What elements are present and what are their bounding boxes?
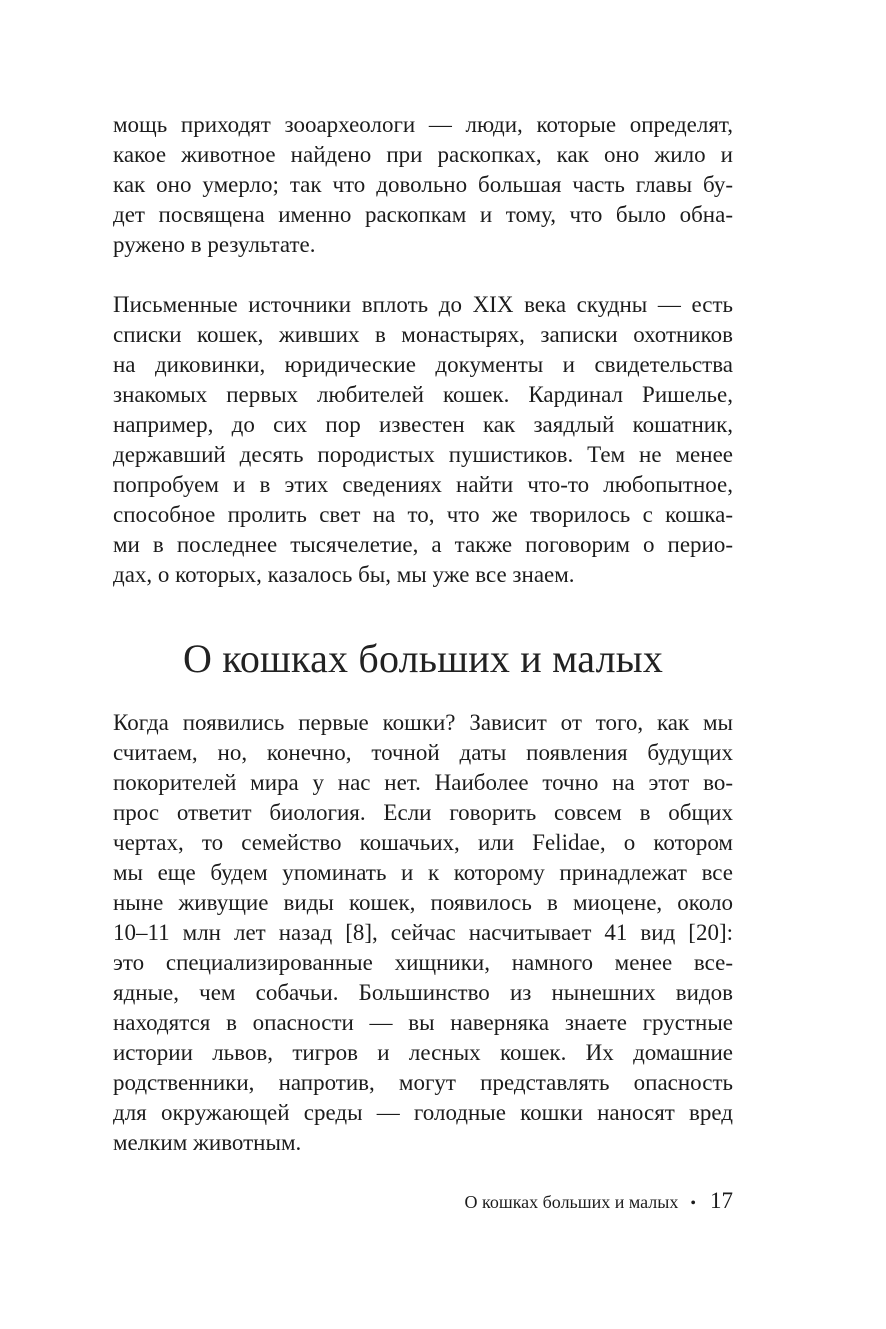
- text-line: ныне живущие виды кошек, появилось в миоцене, около: [113, 890, 733, 915]
- text-line: родственники, напротив, могут представлять опасность: [113, 1070, 733, 1095]
- text-line: считаем, но, конечно, точной даты появления будущих: [113, 740, 733, 765]
- text-line: знакомых первых любителей кошек. Кардинал Ришелье,: [113, 382, 733, 407]
- text-line: чертах, то семейство кошачьих, или Felidae, о котором: [113, 830, 733, 855]
- text-line: державший десять породистых пушистиков. Тем не менее: [113, 442, 733, 467]
- text-line: мощь приходят зооархеологи — люди, которые определят,: [113, 112, 733, 137]
- text-line: мы еще будем упоминать и к которому принадлежат все: [113, 860, 733, 885]
- text-line: находятся в опасности — вы наверняка знаете грустные: [113, 1010, 733, 1035]
- text-line: дет посвящена именно раскопкам и тому, что было обна-: [113, 202, 733, 227]
- text-line: это специализированные хищники, намного менее все-: [113, 950, 733, 975]
- bullet-separator: •: [690, 1195, 696, 1212]
- text-line: дах, о которых, казалось бы, мы уже все знаем.: [113, 562, 575, 587]
- text-line: мелким животным.: [113, 1130, 302, 1155]
- section-heading: О кошках больших и малых: [182, 636, 664, 681]
- text-line: ми в последнее тысячелетие, а также поговорим о перио-: [113, 532, 733, 557]
- text-line: списки кошек, живших в монастырях, записки охотников: [113, 322, 733, 347]
- text-line: покорителей мира у нас нет. Наиболее точно на этот во-: [113, 770, 733, 795]
- text-line: какое животное найдено при раскопках, как оно жило и: [113, 142, 733, 167]
- text-line: попробуем и в этих сведениях найти что-то любопытное,: [113, 472, 733, 497]
- text-line: истории львов, тигров и лесных кошек. Их домашние: [113, 1040, 733, 1065]
- text-line: как оно умерло; так что довольно большая часть главы бу-: [113, 172, 733, 197]
- text-line: Когда появились первые кошки? Зависит от того, как мы: [113, 710, 733, 735]
- text-line: 10–11 млн лет назад [8], сейчас насчитывает 41 вид [20]:: [113, 920, 733, 945]
- running-title: О кошках больших и малых: [464, 1192, 679, 1212]
- text-line: ядные, чем собачьи. Большинство из нынешних видов: [113, 980, 733, 1005]
- text-line: например, до сих пор известен как заядлый кошатник,: [113, 412, 733, 437]
- text-line: для окружающей среды — голодные кошки наносят вред: [113, 1100, 733, 1125]
- text-line: ружено в результате.: [113, 232, 316, 257]
- text-line: Письменные источники вплоть до XIX века скудны — есть: [113, 292, 733, 317]
- page-number: 17: [710, 1188, 733, 1213]
- text-line: на диковинки, юридические документы и свидетельства: [113, 352, 733, 377]
- text-line: прос ответит биология. Если говорить совсем в общих: [113, 800, 733, 825]
- page-footer: [465, 1186, 734, 1219]
- text-line: способное пролить свет на то, что же творилось с кошка-: [113, 502, 733, 527]
